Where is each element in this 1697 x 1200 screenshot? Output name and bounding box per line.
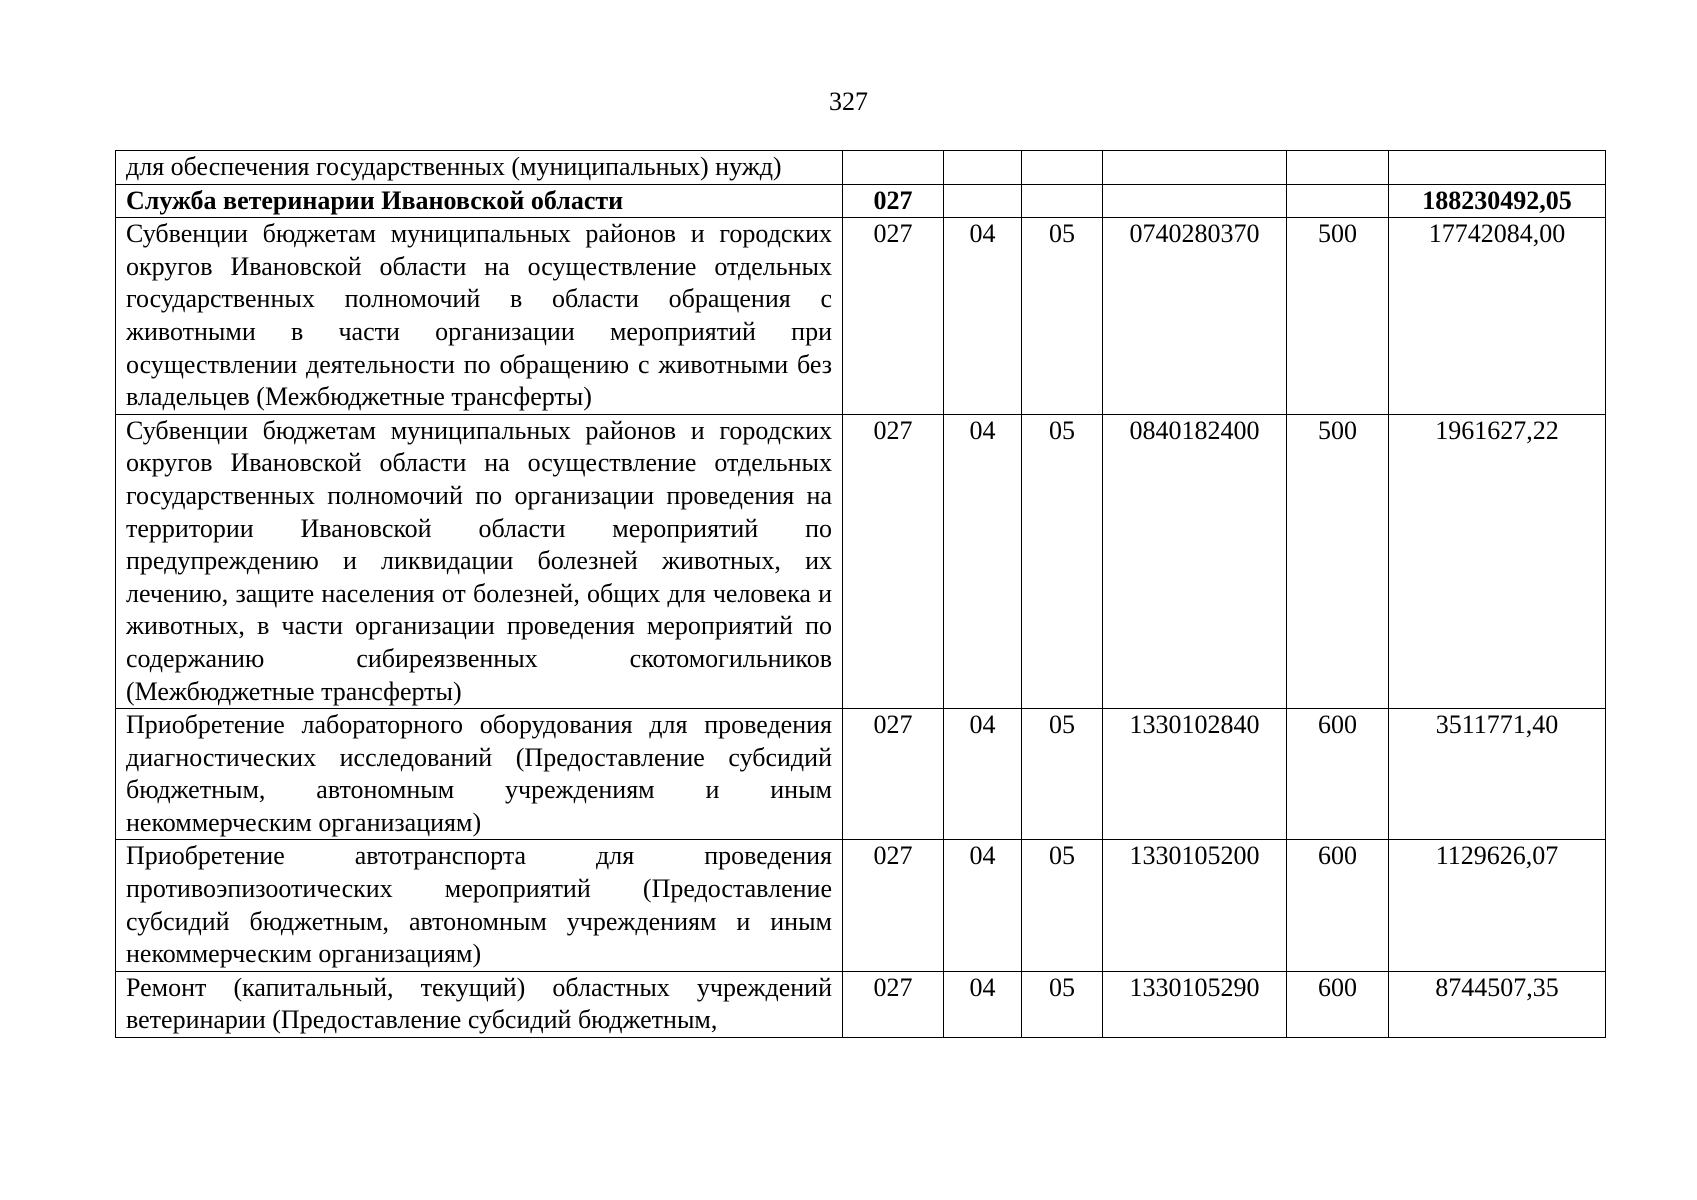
row-name-cell: Служба ветеринарии Ивановской области <box>116 184 843 218</box>
amount-cell: 1129626,07 <box>1389 840 1606 971</box>
table-row <box>116 709 1606 840</box>
row-name-cell: Приобретение лабораторного оборудования для проведения диагностических исследований (Предоставление субсидий бюджетным, автономным учреждениям и иным некоммерческим организациям) <box>116 709 843 840</box>
row-name-cell: Приобретение автотранспорта для проведения противоэпизоотических мероприятий (Предоставление субсидий бюджетным, автономным учреждениям и иным некоммерческим организациям) <box>116 840 843 971</box>
section-code-cell <box>944 184 1022 218</box>
target-code-cell: 1330105200 <box>1103 840 1287 971</box>
target-code-cell: 1330102840 <box>1103 709 1287 840</box>
admin-code-cell: 027 <box>843 840 944 971</box>
subsection-code-cell: 05 <box>1022 971 1103 1037</box>
row-name-cell: для обеспечения государственных (муниципальных) нужд) <box>116 151 843 185</box>
subsection-code-cell: 05 <box>1022 414 1103 708</box>
amount-cell: 3511771,40 <box>1389 709 1606 840</box>
target-code-cell: 1330105290 <box>1103 971 1287 1037</box>
subsection-code-cell: 05 <box>1022 709 1103 840</box>
table-row <box>116 151 1606 185</box>
admin-code-cell <box>843 151 944 185</box>
amount-cell: 188230492,05 <box>1389 184 1606 218</box>
amount-cell: 8744507,35 <box>1389 971 1606 1037</box>
subsection-code-cell <box>1022 184 1103 218</box>
subsection-code-cell: 05 <box>1022 840 1103 971</box>
table-row <box>116 218 1606 415</box>
admin-code-cell: 027 <box>843 184 944 218</box>
target-code-cell <box>1103 151 1287 185</box>
amount-cell: 1961627,22 <box>1389 414 1606 708</box>
expense-type-cell: 600 <box>1287 840 1389 971</box>
row-name-cell: Ремонт (капитальный, текущий) областных учреждений ветеринарии (Предоставление субсидий бюджетным, <box>116 971 843 1037</box>
table-row <box>116 184 1606 218</box>
expense-type-cell: 500 <box>1287 218 1389 415</box>
section-code-cell: 04 <box>944 218 1022 415</box>
admin-code-cell: 027 <box>843 971 944 1037</box>
admin-code-cell: 027 <box>843 414 944 708</box>
admin-code-cell: 027 <box>843 709 944 840</box>
amount-cell: 17742084,00 <box>1389 218 1606 415</box>
budget-table <box>115 150 1606 1038</box>
section-code-cell: 04 <box>944 840 1022 971</box>
expense-type-cell: 600 <box>1287 971 1389 1037</box>
section-code-cell: 04 <box>944 709 1022 840</box>
admin-code-cell: 027 <box>843 218 944 415</box>
section-code-cell: 04 <box>944 414 1022 708</box>
expense-type-cell: 500 <box>1287 414 1389 708</box>
amount-cell <box>1389 151 1606 185</box>
row-name-cell: Субвенции бюджетам муниципальных районов и городских округов Ивановской области на осуществление отдельных государственных полномочий по организации проведения на территории Ивановской области мероприятий по предупреждению и ликвидации болезней животных, их лечению, защите населения от болезней, общих для человека и животных, в части организации проведения мероприятий по содержанию сибиреязвенных скотомогильников (Межбюджетные трансферты) <box>116 414 843 708</box>
table-row <box>116 971 1606 1037</box>
expense-type-cell <box>1287 184 1389 218</box>
target-code-cell: 0840182400 <box>1103 414 1287 708</box>
subsection-code-cell <box>1022 151 1103 185</box>
section-code-cell: 04 <box>944 971 1022 1037</box>
target-code-cell: 0740280370 <box>1103 218 1287 415</box>
row-name-cell: Субвенции бюджетам муниципальных районов и городских округов Ивановской области на осуществление отдельных государственных полномочий в области обращения с животными в части организации мероприятий при осуществлении деятельности по обращению с животными без владельцев (Межбюджетные трансферты) <box>116 218 843 415</box>
subsection-code-cell: 05 <box>1022 218 1103 415</box>
section-code-cell <box>944 151 1022 185</box>
page-number: 327 <box>829 87 868 116</box>
table-row <box>116 840 1606 971</box>
table-row <box>116 414 1606 708</box>
target-code-cell <box>1103 184 1287 218</box>
expense-type-cell <box>1287 151 1389 185</box>
expense-type-cell: 600 <box>1287 709 1389 840</box>
